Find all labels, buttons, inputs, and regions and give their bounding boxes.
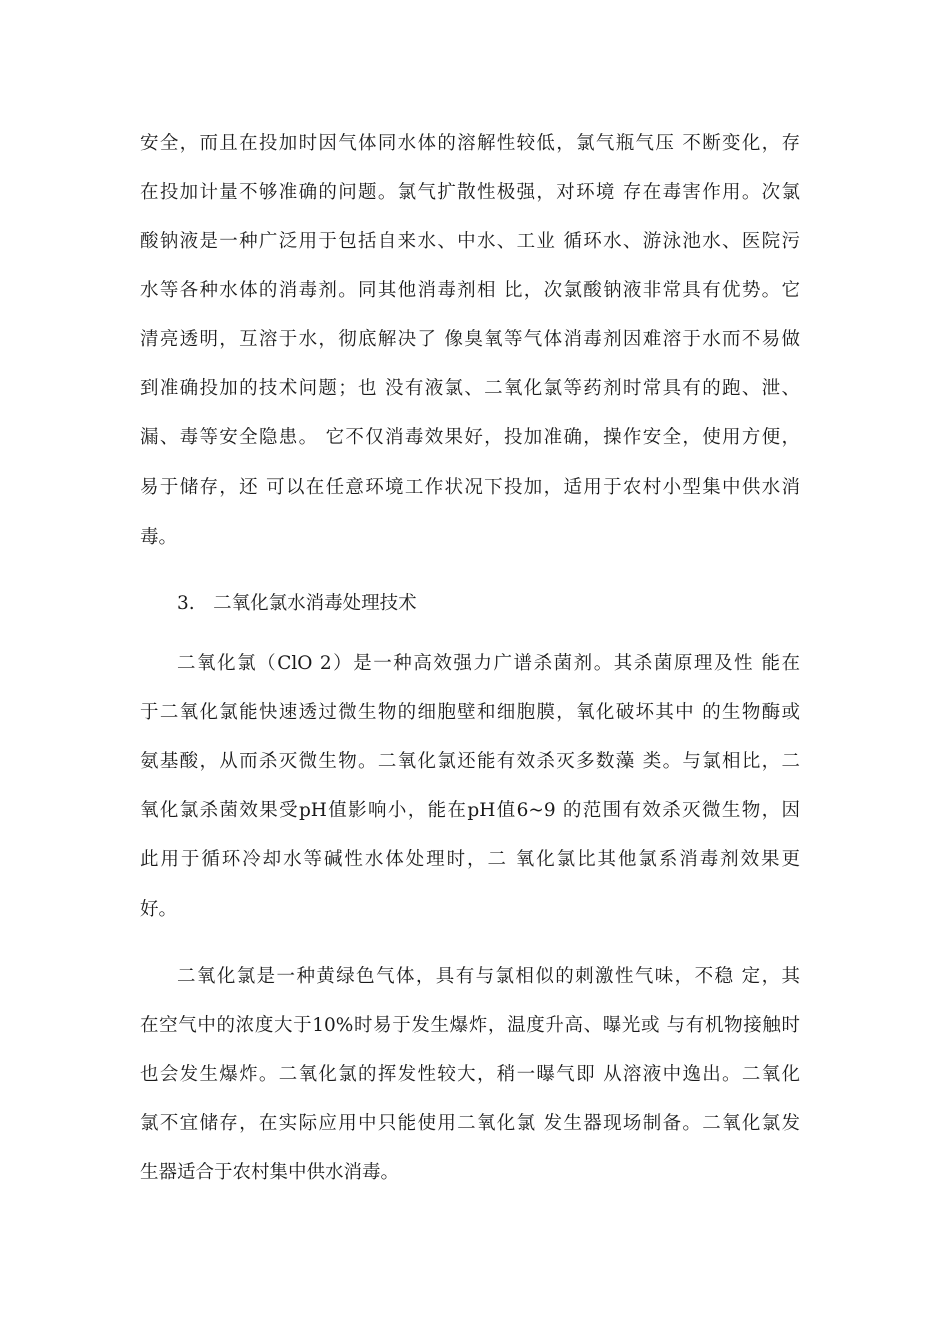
para1-line-9: 毒。	[140, 527, 178, 548]
para3-line-1: 二氧化氯是一种黄绿色气体，具有与氯相似的刺激性气味，不稳 定，其	[177, 966, 800, 987]
para1-line-7: 漏、毒等安全隐患。 它不仅消毒效果好，投加准确，操作安全，使用方便，	[140, 427, 800, 448]
para2-line-1: 二氧化氯（ClO 2）是一种高效强力广谱杀菌剂。其杀菌原理及性 能在	[177, 653, 800, 674]
para3-line-5: 生器适合于农村集中供水消毒。	[140, 1162, 400, 1183]
para3-line-4: 氯不宜储存，在实际应用中只能使用二氧化氯 发生器现场制备。二氧化氯发	[140, 1113, 800, 1134]
para2-line-4: 氧化氯杀菌效果受pH值影响小，能在pH值6~9 的范围有效杀灭微生物，因	[140, 800, 800, 821]
para1-line-8: 易于储存，还 可以在任意环境工作状况下投加，适用于农村小型集中供水消	[140, 477, 800, 498]
para1-line-3: 酸钠液是一种广泛用于包括自来水、中水、工业 循环水、游泳池水、医院污	[140, 231, 800, 252]
para2-line-5: 此用于循环冷却水等碱性水体处理时，二 氧化氯比其他氯系消毒剂效果更	[140, 849, 800, 870]
para1-line-2: 在投加计量不够准确的问题。氯气扩散性极强，对环境 存在毒害作用。次氯	[140, 182, 800, 203]
para1-line-1: 安全，而且在投加时因气体同水体的溶解性较低，氯气瓶气压 不断变化，存	[140, 133, 800, 154]
para1-line-6: 到准确投加的技术问题；也 没有液氯、二氧化氯等药剂时常具有的跑、泄、	[140, 378, 800, 399]
para2-line-6: 好。	[140, 899, 178, 920]
para2-line-3: 氨基酸，从而杀灭微生物。二氧化氯还能有效杀灭多数藻 类。与氯相比，二	[140, 751, 800, 772]
para3-line-3: 也会发生爆炸。二氧化氯的挥发性较大，稍一曝气即 从溶液中逸出。二氧化	[140, 1064, 800, 1085]
para1-line-4: 水等各种水体的消毒剂。同其他消毒剂相 比，次氯酸钠液非常具有优势。它	[140, 280, 800, 301]
para2-line-2: 于二氧化氯能快速透过微生物的细胞壁和细胞膜，氧化破坏其中 的生物酶或	[140, 702, 800, 723]
para1-line-5: 清亮透明，互溶于水，彻底解决了 像臭氧等气体消毒剂因难溶于水而不易做	[140, 329, 800, 350]
para3-line-2: 在空气中的浓度大于10%时易于发生爆炸，温度升高、曝光或 与有机物接触时	[140, 1015, 800, 1036]
section-heading-3: 3. 二氧化氯水消毒处理技术	[177, 593, 417, 614]
